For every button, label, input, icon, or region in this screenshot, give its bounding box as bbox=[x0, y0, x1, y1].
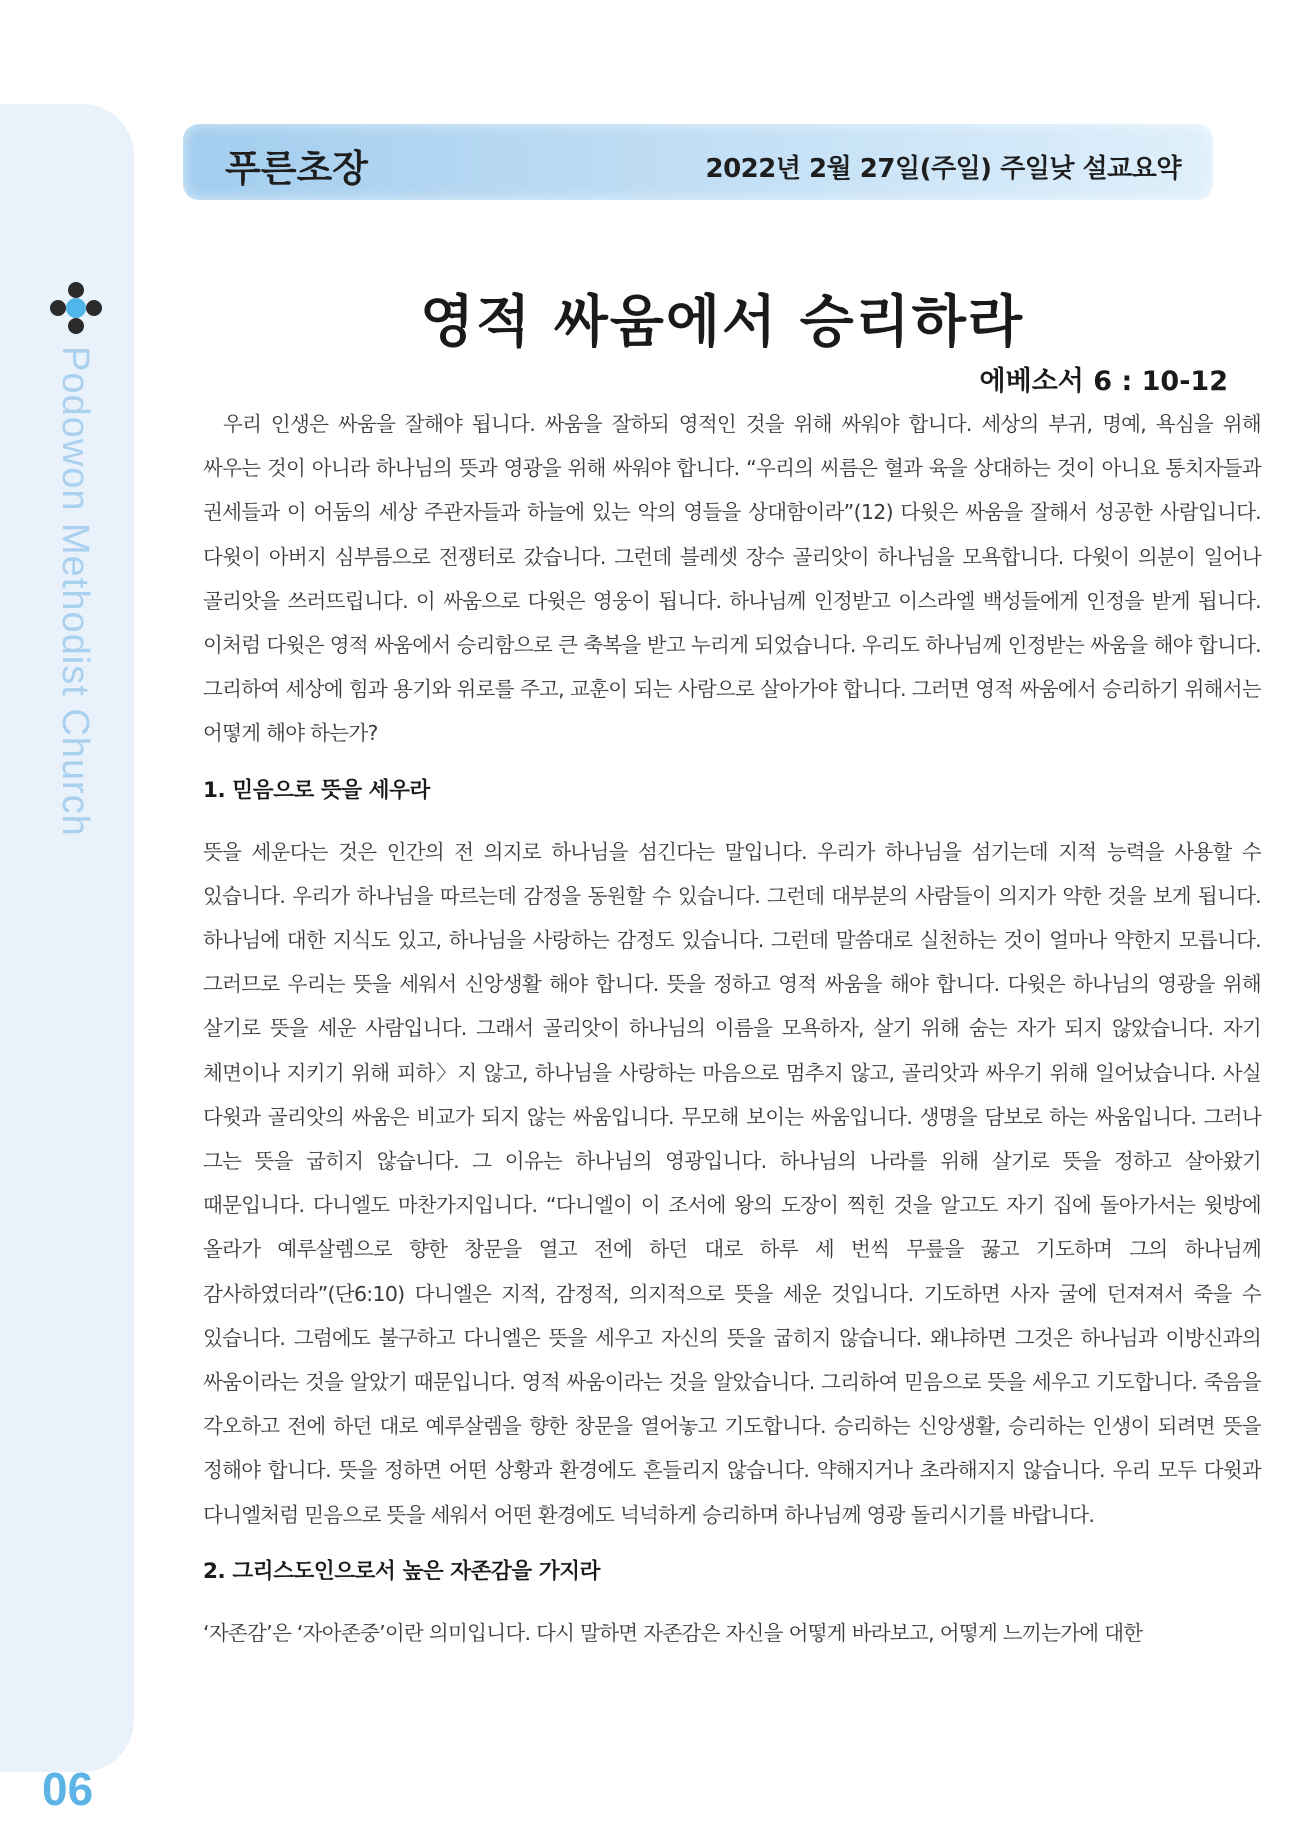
header-date-info: 2022년 2월 27일(주일) 주일낮 설교요약 bbox=[705, 154, 1181, 184]
section-body-1: 뜻을 세운다는 것은 인간의 전 의지로 하나님을 섬긴다는 말입니다. 우리가 하나님을 섬기는데 지적 능력을 사용할 수 있습니다. 우리가 하나님을 따르는데 감정을 동원할 수 있습니다. 그런데 대부분의 사람들이 의지가 약한 것을 보게 됩니다. 하나님에 대한 지식도 있고, 하나님을 사랑하는 감정도 있습니다. 그런데 말씀대로 실천하는 것이 얼마나 약한지 모릅니다. 그러므로 우리는 뜻을 세워서 신앙생활 해야 합니다. 뜻을 정하고 영적 싸움을 해야 합니다. 다윗은 하나님의 영광을 위해 살기로 뜻을 세운 사람입니다. 그래서 골리앗이 하나님의 이름을 모욕하자, 살기 위해 숨는 자가 되지 않았습니다. 자기 체면이나 지키기 위해 피하〉지 않고, 하나님을 사랑하는 마음으로 멈추지 않고, 골리앗과 싸우기 위해 일어났습니다. 사실 다윗과 골리앗의 싸움은 비교가 되지 않는 싸움입니다. 무모해 보이는 싸움입니다. 생명을 담보로 하는 싸움입니다. 그러나 그는 뜻을 굽히지 않습니다. 그 이유는 하나님의 영광입니다. 하나님의 나라를 위해 살기로 뜻을 정하고 살아왔기 때문입니다. 다니엘도 마찬가지입니다. “다니엘이 이 조서에 왕의 도장이 찍힌 것을 알고도 자기 집에 돌아가서는 윗방에 올라가 예루살렘으로 향한 창문을 열고 전에 하던 대로 하루 세 번씩 무릎을 꿇고 기도하며 그의 하나님께 감사하였더라”(단6:10) 다니엘은 지적, 감정적, 의지적으로 뜻을 세운 것입니다. 기도하면 사자 굴에 던져져서 죽을 수 있습니다. 그럼에도 불구하고 다니엘은 뜻을 세우고 자신의 뜻을 굽히지 않습니다. 왜냐하면 그것은 하나님과 이방신과의 싸움이라는 것을 알았기 때문입니다. 영적 싸움이라는 것을 알았습니다. 그리하여 믿음으로 뜻을 세우고 기도합니다. 죽음을 각오하고 전에 하던 대로 예루살렘을 향한 창문을 열어놓고 기도합니다. 승리하는 신앙생활, 승리하는 인생이 되려면 뜻을 정해야 합니다. 뜻을 정하면 어떤 상황과 환경에도 흔들리지 않습니다. 약해지거나 초라해지지 않습니다. 우리 모두 다윗과 다니엘처럼 믿음으로 뜻을 세워서 어떤 환경에도 넉넉하게 승리하며 하나님께 영광 돌리시기를 바랍니다. bbox=[203, 839, 1261, 1527]
cross-logo-icon bbox=[50, 282, 102, 334]
section-heading-1: 1. 믿음으로 뜻을 세우라 bbox=[203, 777, 430, 803]
scripture-reference: 에베소서 6 : 10-12 bbox=[979, 366, 1228, 397]
church-name: Podowon Methodist Church bbox=[54, 346, 96, 837]
header-banner bbox=[183, 124, 1213, 200]
page-number: 06 bbox=[42, 1763, 94, 1815]
sermon-title: 영적 싸움에서 승리하라 bbox=[420, 289, 1024, 355]
header-label: 푸른초장 bbox=[225, 147, 368, 190]
sidebar-panel bbox=[0, 104, 134, 1815]
intro-paragraph: 우리 인생은 싸움을 잘해야 됩니다. 싸움을 잘하되 영적인 것을 위해 싸워야 합니다. 세상의 부귀, 명예, 욕심을 위해 싸우는 것이 아니라 하나님의 뜻과 영광을 위해 싸워야 합니다. “우리의 씨름은 혈과 육을 상대하는 것이 아니요 통치자들과 권세들과 이 어둠의 세상 주관자들과 하늘에 있는 악의 영들을 상대함이라”(12) 다윗은 싸움을 잘해서 성공한 사람입니다. 다윗이 아버지 심부름으로 전쟁터로 갔습니다. 그런데 블레셋 장수 골리앗이 하나님을 모욕합니다. 다윗이 의분이 일어나 골리앗을 쓰러뜨립니다. 이 싸움으로 다윗은 영웅이 됩니다. 하나님께 인정받고 이스라엘 백성들에게 인정을 받게 됩니다. 이처럼 다윗은 영적 싸움에서 승리함으로 큰 축복을 받고 누리게 되었습니다. 우리도 하나님께 인정받는 싸움을 해야 합니다. 그리하여 세상에 힘과 용기와 위로를 주고, 교훈이 되는 사람으로 살아가야 합니다. 그러면 영적 싸움에서 승리하기 위해서는 어떻게 해야 하는가? bbox=[203, 412, 1261, 746]
section-heading-2: 2. 그리스도인으로서 높은 자존감을 가지라 bbox=[203, 1558, 600, 1584]
sermon-body bbox=[203, 402, 1261, 1655]
section-body-2: ‘자존감’은 ‘자아존중’이란 의미입니다. 다시 말하면 자존감은 자신을 어떻게 바라보고, 어떻게 느끼는가에 대한 bbox=[203, 1620, 1143, 1645]
